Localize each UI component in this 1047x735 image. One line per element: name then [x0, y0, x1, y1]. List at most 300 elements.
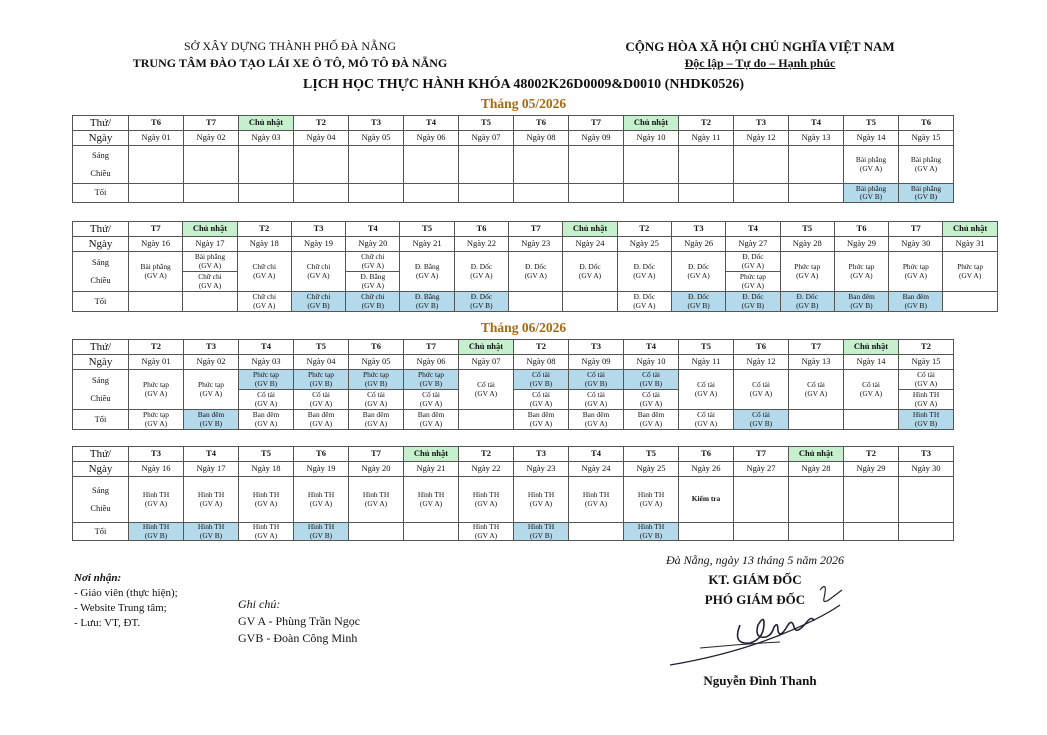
weekday-header: T5 [400, 222, 454, 237]
notes [238, 596, 458, 647]
schedule-cell-evening [844, 523, 899, 541]
schedule-cell-day: Bài phẳng (GV A) [129, 252, 183, 292]
label-sang-chieu [73, 146, 129, 184]
label-ngay: Ngày [73, 131, 129, 146]
schedule-cell-afternoon: Chữ chi (GV A) [183, 272, 237, 292]
schedule-cell-evening [184, 184, 239, 203]
schedule-cell-day: Hình TH (GV A) [404, 477, 459, 523]
weekday-header: T5 [294, 340, 349, 355]
date-header: Ngày 17 [184, 462, 239, 477]
date-header: Ngày 19 [291, 237, 345, 252]
weekday-header: T5 [239, 447, 294, 462]
schedule-cell-afternoon: Cố tài (GV A) [349, 390, 404, 410]
schedule-cell-evening: Chữ chi (GV B) [291, 292, 345, 312]
nation-motto: Độc lập – Tự do – Hạnh phúc [684, 56, 836, 70]
date-header: Ngày 31 [943, 237, 997, 252]
date-header: Ngày 05 [349, 131, 404, 146]
date-header: Ngày 07 [459, 355, 514, 370]
date-header: Ngày 06 [404, 355, 459, 370]
schedule-cell-day: Cố tài (GV A) [844, 370, 899, 410]
schedule-cell-evening [514, 184, 569, 203]
date-header: Ngày 04 [294, 355, 349, 370]
label-thu: Thứ/ [73, 447, 129, 462]
weekday-header: T7 [349, 447, 404, 462]
schedule-cell-day: Đ. Dốc (GV A) [563, 252, 617, 292]
schedule-cell-evening [899, 523, 954, 541]
date-header: Ngày 22 [454, 237, 508, 252]
schedule-table-4 [72, 446, 954, 541]
weekday-header: T6 [454, 222, 508, 237]
date-header: Ngày 03 [239, 355, 294, 370]
schedule-cell-evening: Ban đêm (GV A) [624, 410, 679, 430]
schedule-cell-evening [789, 410, 844, 430]
label-toi: Tối [73, 523, 129, 541]
date-header: Ngày 11 [679, 355, 734, 370]
schedule-cell-evening: Ban đêm (GV A) [294, 410, 349, 430]
schedule-cell-evening: Hình TH (GV A) [459, 523, 514, 541]
date-header: Ngày 16 [129, 237, 183, 252]
date-header: Ngày 10 [624, 131, 679, 146]
schedule-cell-afternoon: Cố tài (GV A) [569, 390, 624, 410]
schedule-cell-day: Hình TH (GV A) [294, 477, 349, 523]
weekday-header: T6 [514, 116, 569, 131]
weekday-header: T4 [184, 447, 239, 462]
weekday-header: T3 [569, 340, 624, 355]
schedule-cell-day: Phức tạp (GV A) [184, 370, 239, 410]
schedule-cell-evening: Ban đêm (GV B) [834, 292, 888, 312]
schedule-cell-day [844, 477, 899, 523]
weekday-header: T4 [624, 340, 679, 355]
weekday-header: T2 [459, 447, 514, 462]
date-header: Ngày 24 [563, 237, 617, 252]
schedule-cell-day: Phức tạp (GV A) [780, 252, 834, 292]
label-sang: Sáng [92, 485, 109, 496]
weekday-header: Chủ nhật [459, 340, 514, 355]
schedule-cell-evening: Ban đêm (GV A) [349, 410, 404, 430]
weekday-header: T3 [734, 116, 789, 131]
schedule-cell-day [569, 146, 624, 184]
schedule-cell-day: Phức tạp (GV A) [834, 252, 888, 292]
schedule-cell-morning: Bài phẳng (GV A) [183, 252, 237, 272]
weekday-header: T3 [349, 116, 404, 131]
schedule-cell-evening: Hình TH (GV B) [294, 523, 349, 541]
schedule-cell-day: Hình TH (GV A) [239, 477, 294, 523]
schedule-cell-evening: Ban đêm (GV A) [239, 410, 294, 430]
schedule-cell-day: Đ. Dốc (GV A) [617, 252, 671, 292]
date-header: Ngày 20 [346, 237, 400, 252]
date-header: Ngày 17 [183, 237, 237, 252]
schedule-cell-day: Đ. Bằng (GV A) [400, 252, 454, 292]
schedule-cell-day [624, 146, 679, 184]
date-header: Ngày 01 [129, 131, 184, 146]
weekday-header: T4 [404, 116, 459, 131]
schedule-cell-afternoon: Cố tài (GV A) [239, 390, 294, 410]
schedule-cell-day: Cố tài (GV A) [679, 370, 734, 410]
schedule-cell-evening [239, 184, 294, 203]
schedule-cell-day: Phức tạp (GV A) [889, 252, 943, 292]
weekday-header: T3 [899, 447, 954, 462]
date-header: Ngày 29 [834, 237, 888, 252]
weekday-header: T6 [734, 340, 789, 355]
weekday-header: T2 [129, 340, 184, 355]
schedule-cell-day [184, 146, 239, 184]
weekday-header: T4 [569, 447, 624, 462]
label-sang-chieu [73, 477, 129, 523]
label-thu: Thứ/ [73, 340, 129, 355]
schedule-cell-evening: Cố tài (GV B) [734, 410, 789, 430]
weekday-header: T6 [679, 447, 734, 462]
date-header: Ngày 20 [349, 462, 404, 477]
schedule-cell-evening [129, 292, 183, 312]
schedule-cell-day: Hình TH (GV A) [624, 477, 679, 523]
schedule-cell-day: Cố tài (GV A) [734, 370, 789, 410]
schedule-cell-day: Hình TH (GV A) [514, 477, 569, 523]
label-sang: Sáng [92, 150, 109, 161]
schedule-cell-evening: Hình TH (GV B) [184, 523, 239, 541]
schedule-cell-evening: Ban đêm (GV B) [184, 410, 239, 430]
date-header: Ngày 12 [734, 131, 789, 146]
schedule-cell-afternoon: Hình TH (GV A) [899, 390, 954, 410]
schedule-cell-day: Phức tạp (GV A) [943, 252, 997, 292]
schedule-cell-day [789, 146, 844, 184]
date-header: Ngày 08 [514, 355, 569, 370]
schedule-cell-evening [129, 184, 184, 203]
schedule-cell-evening: Bài phẳng (GV B) [899, 184, 954, 203]
date-header: Ngày 15 [899, 131, 954, 146]
schedule-cell-evening: Ban đêm (GV A) [514, 410, 569, 430]
schedule-cell-morning: Chữ chi (GV A) [346, 252, 400, 272]
schedule-table-3 [72, 339, 954, 430]
date-header: Ngày 24 [569, 462, 624, 477]
weekday-header: Chủ nhật [239, 116, 294, 131]
schedule-cell-evening: Hình TH (GV B) [129, 523, 184, 541]
date-header: Ngày 23 [509, 237, 563, 252]
schedule-cell-morning: Phức tạp (GV B) [404, 370, 459, 390]
notes-title: Ghi chú: [238, 597, 281, 611]
weekday-header: Chủ nhật [844, 340, 899, 355]
label-toi: Tối [73, 410, 129, 430]
note-teacher-a: GV A - Phùng Trần Ngọc [238, 614, 361, 628]
schedule-cell-morning: Cố tài (GV B) [514, 370, 569, 390]
label-ngay: Ngày [73, 355, 129, 370]
schedule-cell-evening: Đ. Dốc (GV B) [726, 292, 780, 312]
schedule-cell-afternoon: Đ. Bằng (GV A) [346, 272, 400, 292]
schedule-cell-evening: Ban đêm (GV A) [569, 410, 624, 430]
schedule-cell-evening: Hình TH (GV B) [624, 523, 679, 541]
date-header: Ngày 02 [184, 355, 239, 370]
label-chieu: Chiều [90, 274, 111, 285]
schedule-cell-evening: Cố tài (GV A) [679, 410, 734, 430]
date-header: Ngày 18 [239, 462, 294, 477]
schedule-cell-morning: Đ. Dốc (GV A) [726, 252, 780, 272]
weekday-header: T6 [349, 340, 404, 355]
schedule-cell-day [789, 477, 844, 523]
weekday-header: T6 [294, 447, 349, 462]
weekday-header: T5 [459, 116, 514, 131]
schedule-table-1 [72, 115, 954, 203]
schedule-cell-evening [844, 410, 899, 430]
schedule-cell-evening [569, 184, 624, 203]
schedule-cell-evening [679, 184, 734, 203]
schedule-cell-evening [734, 523, 789, 541]
schedule-cell-evening [294, 184, 349, 203]
schedule-cell-evening: Chữ chi (GV A) [237, 292, 291, 312]
schedule-cell-day: Chữ chi (GV A) [237, 252, 291, 292]
schedule-cell-evening: Hình TH (GV A) [239, 523, 294, 541]
label-sang-chieu [73, 252, 129, 292]
month-title-may: Tháng 05/2026 [480, 96, 567, 111]
label-thu: Thứ/ [73, 222, 129, 237]
date-header: Ngày 14 [844, 355, 899, 370]
date-header: Ngày 26 [671, 237, 725, 252]
schedule-cell-evening [569, 523, 624, 541]
recipient-item: - Website Trung tâm; [74, 602, 167, 614]
weekday-header: Chủ nhật [183, 222, 237, 237]
schedule-cell-day: Đ. Dốc (GV A) [509, 252, 563, 292]
weekday-header: T5 [624, 447, 679, 462]
date-header: Ngày 04 [294, 131, 349, 146]
label-ngay: Ngày [73, 237, 129, 252]
signature-title-2: PHÓ GIÁM ĐỐC [704, 592, 806, 607]
date-header: Ngày 21 [400, 237, 454, 252]
date-header: Ngày 05 [349, 355, 404, 370]
date-header: Ngày 25 [624, 462, 679, 477]
center-name: TRUNG TÂM ĐÀO TẠO LÁI XE Ô TÔ, MÔ TÔ ĐÀ NẴNG [132, 56, 448, 70]
schedule-cell-day [294, 146, 349, 184]
weekday-header: T7 [569, 116, 624, 131]
schedule-cell-day: Hình TH (GV A) [129, 477, 184, 523]
date-header: Ngày 23 [514, 462, 569, 477]
schedule-cell-day: Cố tài (GV A) [789, 370, 844, 410]
recipient-item: - Lưu: VT, ĐT. [74, 617, 141, 629]
date-header: Ngày 29 [844, 462, 899, 477]
weekday-header: T5 [844, 116, 899, 131]
weekday-header: T7 [509, 222, 563, 237]
date-header: Ngày 25 [617, 237, 671, 252]
schedule-cell-evening [459, 184, 514, 203]
schedule-cell-evening [404, 523, 459, 541]
schedule-cell-afternoon: Phức tạp (GV A) [726, 272, 780, 292]
weekday-header: T3 [184, 340, 239, 355]
schedule-cell-day: Đ. Dốc (GV A) [454, 252, 508, 292]
schedule-cell-afternoon: Cố tài (GV A) [624, 390, 679, 410]
schedule-cell-evening [789, 184, 844, 203]
date-header: Ngày 06 [404, 131, 459, 146]
schedule-cell-day [404, 146, 459, 184]
weekday-header: T2 [237, 222, 291, 237]
label-sang: Sáng [92, 375, 109, 386]
schedule-cell-evening: Đ. Dốc (GV B) [780, 292, 834, 312]
date-header: Ngày 28 [780, 237, 834, 252]
label-sang: Sáng [92, 257, 109, 268]
schedule-cell-day [899, 477, 954, 523]
schedule-cell-morning: Cố tài (GV B) [624, 370, 679, 390]
schedule-table-2 [72, 221, 998, 312]
date-header: Ngày 01 [129, 355, 184, 370]
label-toi: Tối [73, 292, 129, 312]
label-sang-chieu [73, 370, 129, 410]
schedule-cell-day [734, 477, 789, 523]
signature-title-1: KT. GIÁM ĐỐC [708, 572, 802, 587]
schedule-cell-evening [563, 292, 617, 312]
schedule-cell-evening [679, 523, 734, 541]
recipients-title: Nơi nhận: [74, 572, 122, 584]
weekday-header: T2 [294, 116, 349, 131]
schedule-cell-day [514, 146, 569, 184]
schedule-cell-day: Hình TH (GV A) [459, 477, 514, 523]
label-chieu: Chiều [90, 167, 111, 178]
schedule-cell-morning: Cố tài (GV A) [899, 370, 954, 390]
label-thu: Thứ/ [73, 116, 129, 131]
label-chieu: Chiều [90, 392, 111, 403]
schedule-cell-evening: Hình TH (GV B) [514, 523, 569, 541]
weekday-header: T7 [889, 222, 943, 237]
schedule-cell-day: Bài phẳng (GV A) [844, 146, 899, 184]
schedule-cell-evening [789, 523, 844, 541]
schedule-cell-day: Chữ chi (GV A) [291, 252, 345, 292]
weekday-header: T2 [679, 116, 734, 131]
date-header: Ngày 03 [239, 131, 294, 146]
label-ngay: Ngày [73, 462, 129, 477]
weekday-header: T3 [514, 447, 569, 462]
schedule-cell-evening: Đ. Bằng (GV B) [400, 292, 454, 312]
date-header: Ngày 30 [889, 237, 943, 252]
schedule-cell-morning: Phức tạp (GV B) [349, 370, 404, 390]
schedule-cell-day: Cố tài (GV A) [459, 370, 514, 410]
schedule-cell-evening: Đ. Dốc (GV B) [671, 292, 725, 312]
note-teacher-b: GVB - Đoàn Công Minh [238, 631, 358, 645]
date-header: Ngày 18 [237, 237, 291, 252]
schedule-cell-evening [509, 292, 563, 312]
date-header: Ngày 09 [569, 131, 624, 146]
date-header: Ngày 07 [459, 131, 514, 146]
date-header: Ngày 08 [514, 131, 569, 146]
weekday-header: T5 [679, 340, 734, 355]
date-header: Ngày 10 [624, 355, 679, 370]
schedule-cell-evening [404, 184, 459, 203]
label-chieu: Chiều [90, 502, 111, 513]
date-header: Ngày 16 [129, 462, 184, 477]
weekday-header: T4 [239, 340, 294, 355]
month-title-june: Tháng 06/2026 [480, 320, 567, 335]
schedule-cell-morning: Phức tạp (GV B) [239, 370, 294, 390]
date-header: Ngày 09 [569, 355, 624, 370]
date-header: Ngày 30 [899, 462, 954, 477]
date-header: Ngày 26 [679, 462, 734, 477]
weekday-header: T2 [514, 340, 569, 355]
weekday-header: T7 [789, 340, 844, 355]
date-header: Ngày 28 [789, 462, 844, 477]
schedule-cell-day: Đ. Dốc (GV A) [671, 252, 725, 292]
weekday-header: T4 [789, 116, 844, 131]
schedule-cell-day: Kiểm tra [679, 477, 734, 523]
recipient-item: - Giáo viên (thực hiện); [74, 587, 178, 599]
schedule-cell-evening [943, 292, 997, 312]
signature-scribble-icon [640, 570, 870, 670]
date-header: Ngày 12 [734, 355, 789, 370]
weekday-header: Chủ nhật [563, 222, 617, 237]
agency-name: SỞ XÂY DỰNG THÀNH PHỐ ĐÀ NẴNG [184, 39, 396, 53]
weekday-header: T6 [834, 222, 888, 237]
date-header: Ngày 27 [734, 462, 789, 477]
date-header: Ngày 11 [679, 131, 734, 146]
schedule-cell-day [734, 146, 789, 184]
date-header: Ngày 15 [899, 355, 954, 370]
schedule-cell-evening: Đ. Dốc (GV A) [617, 292, 671, 312]
place-date: Đà Nẵng, ngày 13 tháng 5 năm 2026 [666, 553, 844, 567]
schedule-cell-afternoon: Cố tài (GV A) [294, 390, 349, 410]
schedule-cell-evening [734, 184, 789, 203]
schedule-cell-afternoon: Cố tài (GV A) [404, 390, 459, 410]
schedule-cell-morning: Cố tài (GV B) [569, 370, 624, 390]
weekday-header: T7 [404, 340, 459, 355]
weekday-header: T3 [129, 447, 184, 462]
schedule-cell-evening: Ban đêm (GV A) [404, 410, 459, 430]
schedule-cell-evening [459, 410, 514, 430]
weekday-header: T3 [291, 222, 345, 237]
schedule-cell-evening [183, 292, 237, 312]
weekday-header: T7 [184, 116, 239, 131]
date-header: Ngày 27 [726, 237, 780, 252]
schedule-cell-evening [349, 184, 404, 203]
date-header: Ngày 02 [184, 131, 239, 146]
schedule-cell-evening: Bài phẳng (GV B) [844, 184, 899, 203]
schedule-cell-day: Hình TH (GV A) [569, 477, 624, 523]
schedule-cell-day [129, 146, 184, 184]
schedule-cell-day: Bài phẳng (GV A) [899, 146, 954, 184]
nation-title: CỘNG HÒA XÃ HỘI CHỦ NGHĨA VIỆT NAM [625, 39, 895, 54]
schedule-cell-day: Hình TH (GV A) [349, 477, 404, 523]
schedule-cell-day: Hình TH (GV A) [184, 477, 239, 523]
schedule-cell-afternoon: Cố tài (GV A) [514, 390, 569, 410]
schedule-cell-day [459, 146, 514, 184]
weekday-header: T2 [617, 222, 671, 237]
weekday-header: T7 [129, 222, 183, 237]
weekday-header: T5 [780, 222, 834, 237]
schedule-cell-morning: Phức tạp (GV B) [294, 370, 349, 390]
weekday-header: T6 [899, 116, 954, 131]
schedule-cell-evening [349, 523, 404, 541]
schedule-cell-day [679, 146, 734, 184]
date-header: Ngày 19 [294, 462, 349, 477]
weekday-header: T2 [899, 340, 954, 355]
signer-name: Nguyễn Đình Thanh [703, 673, 817, 688]
schedule-cell-evening [624, 184, 679, 203]
weekday-header: T2 [844, 447, 899, 462]
weekday-header: T3 [671, 222, 725, 237]
schedule-cell-day: Phức tạp (GV A) [129, 370, 184, 410]
weekday-header: Chủ nhật [943, 222, 997, 237]
date-header: Ngày 21 [404, 462, 459, 477]
document-title: LỊCH HỌC THỰC HÀNH KHÓA 48002K26D0009&D0010 (NHDK0526) [302, 77, 744, 92]
schedule-cell-day [349, 146, 404, 184]
label-toi: Tối [73, 184, 129, 203]
weekday-header: T4 [726, 222, 780, 237]
schedule-cell-evening: Phức tạp (GV A) [129, 410, 184, 430]
date-header: Ngày 14 [844, 131, 899, 146]
schedule-cell-evening: Đ. Dốc (GV B) [454, 292, 508, 312]
weekday-header: T6 [129, 116, 184, 131]
schedule-cell-evening: Ban đêm (GV B) [889, 292, 943, 312]
schedule-cell-day [239, 146, 294, 184]
weekday-header: Chủ nhật [624, 116, 679, 131]
weekday-header: T4 [346, 222, 400, 237]
weekday-header: Chủ nhật [404, 447, 459, 462]
weekday-header: Chủ nhật [789, 447, 844, 462]
weekday-header: T7 [734, 447, 789, 462]
schedule-cell-evening: Chữ chi (GV B) [346, 292, 400, 312]
date-header: Ngày 13 [789, 131, 844, 146]
